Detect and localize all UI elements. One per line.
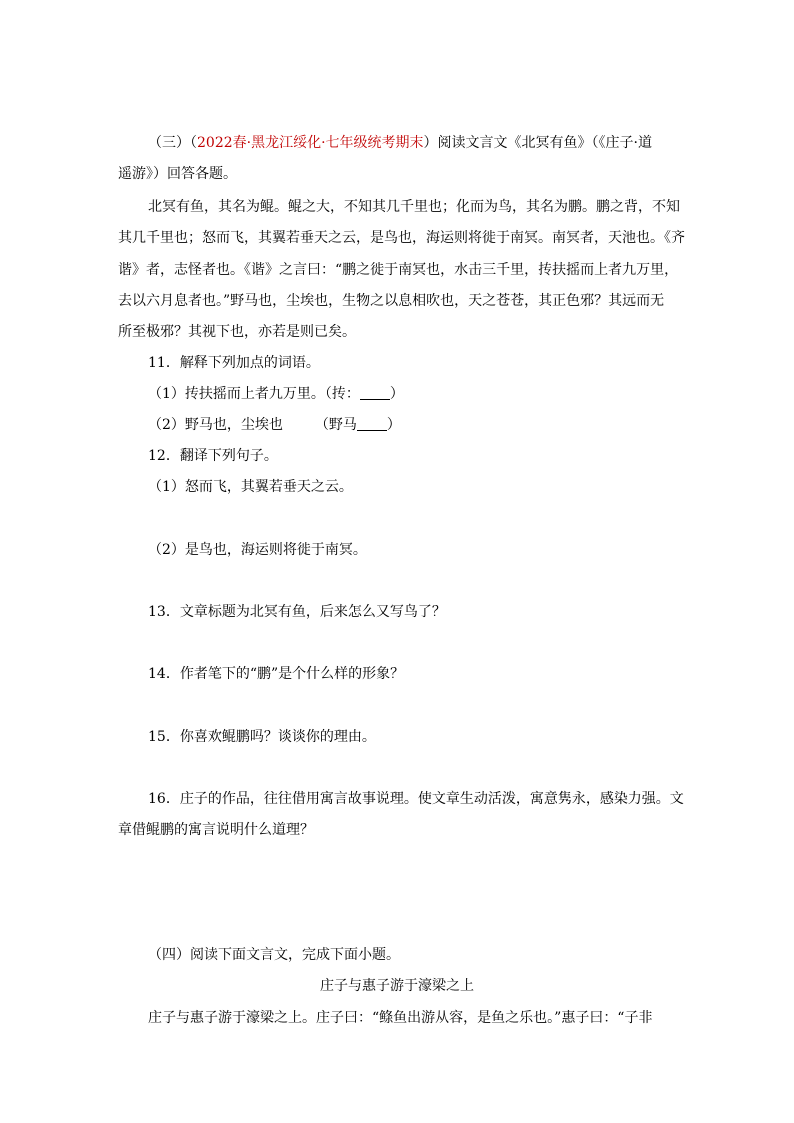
section3-heading-cont: 遥游》）回答各题。 [118,166,237,182]
question-12-1: （1）怒而飞，其翼若垂天之云。 [148,479,353,495]
question-11-1: （1）抟扶摇而上者九万里。（抟： ） [148,386,404,402]
question-16-line-2: 章借鲲鹏的寓言说明什么道理？ [118,822,314,838]
passage-line-4: 去以六月息者也。”野马也，尘埃也，生物之以息相吹也，天之苍苍，其正色邪？其远而无 [118,293,665,309]
passage-line-3: 谐》者，志怪者也。《谐》之言曰：“鹏之徙于南冥也，水击三千里，抟扶摇而上者九万里， [118,262,679,278]
question-15: 15．你喜欢鲲鹏吗？谈谈你的理由。 [148,729,376,745]
passage-line-5: 所至极邪？其视下也，亦若是则已矣。 [118,324,356,340]
question-11: 11．解释下列加点的词语。 [148,355,320,371]
question-12: 12．翻译下列句子。 [148,448,278,464]
answer-blank[interactable] [357,416,387,431]
section4-passage-line-1: 庄子与惠子游于濠梁之上。庄子曰：“鲦鱼出游从容，是鱼之乐也。”惠子曰：“子非 [148,1010,653,1026]
section4-heading: （四）阅读下面文言文，完成下面小题。 [148,947,400,963]
section3-heading: （三）（2022春·黑龙江绥化·七年级统考期末）阅读文言文《北冥有鱼》（《庄子·道 [148,135,652,151]
question-13: 13．文章标题为北冥有鱼，后来怎么又写鸟了？ [148,604,446,620]
answer-blank[interactable] [360,385,390,400]
passage-line-2: 其几千里也；怒而飞，其翼若垂天之云，是鸟也，海运则将徙于南冥。南冥者，天池也。《齐 [118,230,685,246]
section4-title: 庄子与惠子游于濠梁之上 [320,978,474,994]
question-16-line-1: 16．庄子的作品，往往借用寓言故事说理。使文章生动活泼，寓意隽永，感染力强。文 [148,791,684,807]
question-12-2: （2）是鸟也，海运则将徙于南冥。 [148,542,367,558]
passage-line-1: 北冥有鱼，其名为鲲。鲲之大，不知其几千里也；化而为鸟，其名为鹏。鹏之背，不知 [148,199,680,215]
question-14: 14．作者笔下的“鹏”是个什么样的形象？ [148,666,405,682]
source-label: 2022春·黑龙江绥化·七年级统考期末 [197,135,424,151]
question-11-2: （2）野马也，尘埃也 （野马 ） [148,417,401,433]
